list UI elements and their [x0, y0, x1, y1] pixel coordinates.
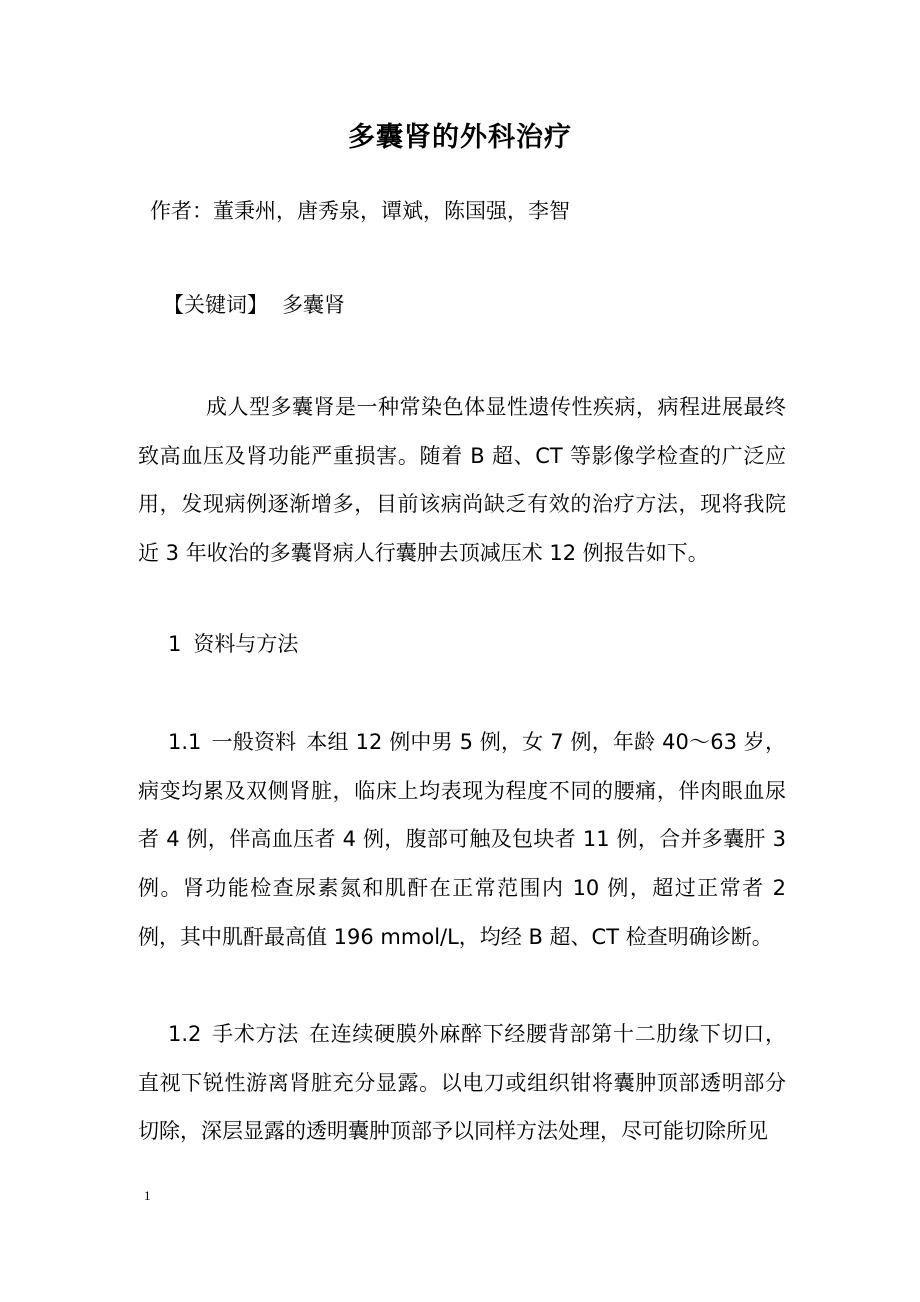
section-heading — [168, 624, 298, 664]
subsection-1-2-number: 1.2 — [168, 1022, 202, 1046]
subsection-1-2-title: 手术方法 — [211, 1022, 299, 1046]
subsection-1-2-text: 在连续硬膜外麻醉下经腰背部第十二肋缘下切口，直视下锐性游离肾脏充分显露。以电刀或组织钳将囊肿顶部透明部分切除，深层显露的透明囊肿顶部予以同样方法处理，尽可能切除所见 — [138, 1022, 787, 1144]
subsection-1-1-title: 一般资料 — [211, 730, 297, 754]
keywords-label: 【关键词】 — [163, 293, 268, 317]
subsection-1-1-paragraph — [138, 718, 786, 962]
intro-paragraph: 成人型多囊肾是一种常染色体显性遗传性疾病，病程进展最终致高血压及肾功能严重损害。随着 B 超、CT 等影像学检查的广泛应用，发现病例逐渐增多，目前该病尚缺乏有效的治疗方法，现将我院近 3 年收治的多囊肾病人行囊肿去顶减压术 12 例报告如下。 — [138, 395, 786, 566]
document-title: 多囊肾的外科治疗 — [348, 122, 572, 153]
section-title: 资料与方法 — [193, 632, 299, 656]
keywords-value: 多囊肾 — [282, 293, 345, 317]
subsection-1-1-text: 本组 12 例中男 5 例，女 7 例，年龄 40～63 岁，病变均累及双侧肾脏，临床上均表现为程度不同的腰痛，伴肉眼血尿者 4 例，伴高血压者 4 例，腹部可触及包块者 11 例，合并多囊肝 3 例。肾功能检查尿素氮和肌酐在正常范围内 10 例，超过正常者 2 例，其中肌酐最高值 196 mmol/L，均经 B 超、CT 检查明确诊断。 — [138, 730, 786, 949]
keywords-line — [163, 287, 345, 323]
subsection-1-2-paragraph — [138, 1010, 786, 1156]
page-number: 1 — [144, 1188, 151, 1203]
section-number: 1 — [168, 632, 182, 656]
author-line: 作者：董秉州，唐秀泉，谭斌，陈国强，李智 — [150, 199, 570, 223]
subsection-1-1-number: 1.1 — [168, 730, 202, 754]
